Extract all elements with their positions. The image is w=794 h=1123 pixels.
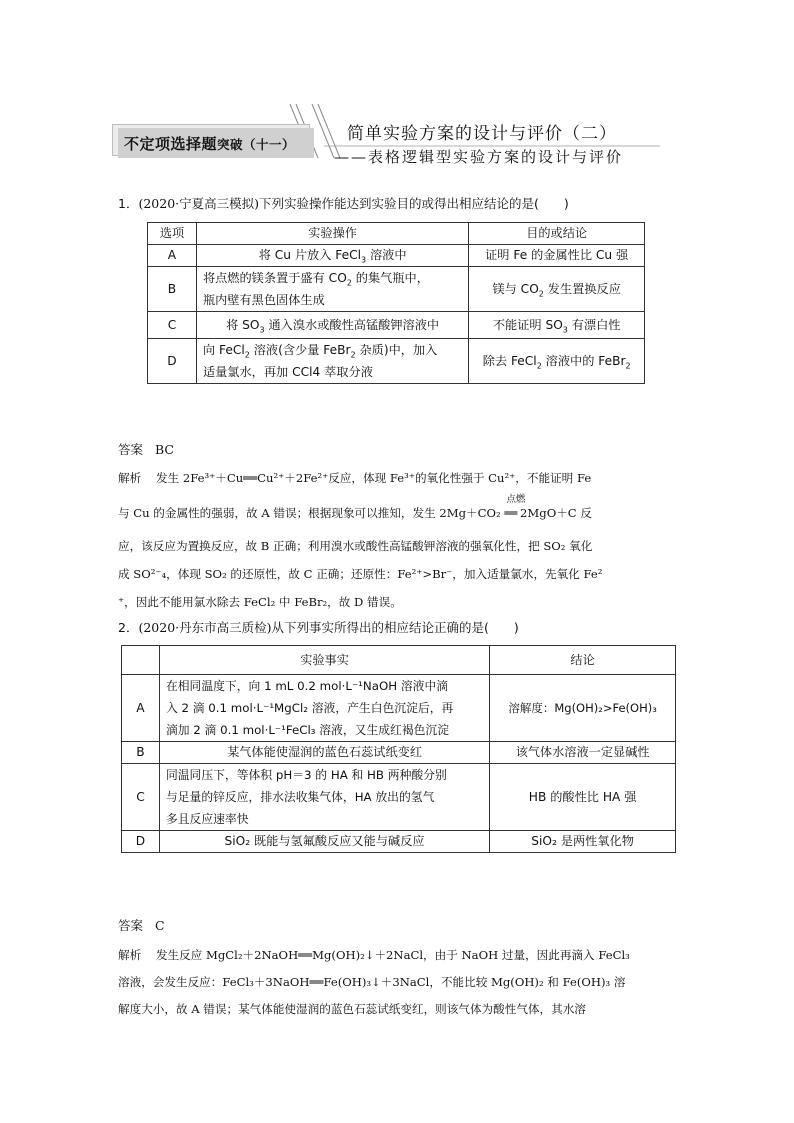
q2-source: (2020·丹东市高三质检): [138, 620, 272, 635]
fact-cell: 同温同压下，等体积 pH＝3 的 HA 和 HB 两种酸分别 与足量的锌反应，排水法收集气体，HA 放出的氢气 多且反应速率快: [159, 764, 489, 831]
conclusion-cell: SiO₂ 是两性氧化物: [490, 831, 676, 853]
q2-stem: [118, 620, 519, 636]
q1-table: [147, 222, 645, 384]
table-row: [122, 742, 676, 764]
conclusion-cell: HB 的酸性比 HA 强: [490, 764, 676, 831]
q1-source: (2020·宁夏高三模拟): [138, 196, 259, 211]
q2-text: 从下列事实所得出的相应结论正确的是( ): [271, 620, 519, 635]
option-cell: C: [122, 764, 160, 831]
reaction-condition: 点燃 ══: [504, 494, 526, 520]
q2-explanation-line: 解度大小，故 A 错误；某气体能使湿润的蓝色石蕊试纸变红，则该气体为酸性气体，其水溶: [118, 1002, 586, 1016]
q1-number: 1．: [118, 196, 139, 211]
q2-number: 2．: [118, 620, 139, 635]
table-header-row: [122, 646, 676, 675]
table-header-row: [148, 223, 645, 245]
table-row: [122, 831, 676, 853]
q2-explanation-line: 溶液，会发生反应：FeCl₃＋3NaOH══Fe(OH)₃↓＋3NaCl，不能比较 Mg(OH)₂ 和 Fe(OH)₃ 溶: [118, 975, 626, 989]
badge-main: 不定项选择题: [124, 135, 218, 153]
operation-cell: 将 Cu 片放入 FeCl$_3$ 溶液中: [196, 245, 468, 267]
explanation-label: 解析: [118, 471, 142, 485]
header-badge-text: [124, 133, 295, 154]
explanation-label: 解析: [118, 948, 142, 962]
option-cell: B: [148, 267, 197, 312]
q2-explanation-line: 解析 发生反应 MgCl₂＋2NaOH══Mg(OH)₂↓＋2NaCl，由于 NaOH 过量，因此再滴入 FeCl₃: [118, 948, 630, 962]
q1-explanation-line: 解析 发生 2Fe³⁺＋Cu══Cu²⁺＋2Fe²⁺反应，体现 Fe³⁺的氧化性强于 Cu²⁺，不能证明 Fe: [118, 471, 592, 485]
fact-cell: SiO₂ 既能与氢氟酸反应又能与碱反应: [159, 831, 489, 853]
operation-cell: 向 FeCl$_2$ 溶液(含少量 FeBr$_2$ 杂质)中，加入 适量氯水，再加 CCl4 萃取分液: [196, 339, 468, 384]
conclusion-cell: 该气体水溶液一定显碱性: [490, 742, 676, 764]
answer-value: BC: [154, 442, 174, 457]
q1-stem: [118, 196, 569, 212]
table-row: [122, 764, 676, 831]
page-title: 简单实验方案的设计与评价（二）: [347, 124, 617, 144]
q1-explanation-line: ⁺，因此不能用氯水除去 FeCl₂ 中 FeBr₂，故 D 错误。: [118, 595, 402, 609]
answer-value: C: [154, 918, 165, 933]
result-cell: 除去 FeCl$_2$ 溶液中的 FeBr$_2$: [469, 339, 645, 384]
col-header: [122, 646, 160, 675]
option-cell: A: [148, 245, 197, 267]
fact-cell: 在相同温度下，向 1 mL 0.2 mol·L⁻¹NaOH 溶液中滴 入 2 滴 0.1 mol·L⁻¹MgCl₂ 溶液，产生白色沉淀后，再 滴加 2 滴 0.1 mol·L⁻¹FeCl₃ 溶液，又生成红褐色沉淀: [159, 675, 489, 742]
col-header: 实验操作: [196, 223, 468, 245]
table-row: [122, 675, 676, 742]
q1-explanation-line: 应，该反应为置换反应，故 B 正确；利用溴水或酸性高锰酸钾溶液的强氧化性，把 SO₂ 氧化: [118, 539, 593, 553]
q2-table: [121, 645, 676, 853]
fact-cell: 某气体能使湿润的蓝色石蕊试纸变红: [159, 742, 489, 764]
answer-label: 答案: [118, 442, 144, 457]
badge-small: 突破（十一）: [217, 137, 296, 152]
col-header: 选项: [148, 223, 197, 245]
header-decoration: [0, 0, 794, 200]
answer-label: 答案: [118, 918, 144, 933]
option-cell: B: [122, 742, 160, 764]
q1-explanation-line: 与 Cu 的金属性的强弱，故 A 错误；根据现象可以推知，发生 2Mg＋CO₂ 点燃 ══ 2MgO＋C 反: [118, 494, 592, 520]
operation-cell: 将点燃的镁条置于盛有 $CO_2$ 的集气瓶中， 瓶内壁有黑色固体生成: [196, 267, 468, 312]
result-cell: 镁与 $CO_2$ 发生置换反应: [469, 267, 645, 312]
result-cell: 证明 Fe 的金属性比 Cu 强: [469, 245, 645, 267]
q1-text: 下列实验操作能达到实验目的或得出相应结论的是( ): [259, 196, 569, 211]
col-header: 结论: [490, 646, 676, 675]
table-row: [148, 312, 645, 339]
option-cell: A: [122, 675, 160, 742]
q1-explanation-line: 成 SO²⁻₄，体现 SO₂ 的还原性，故 C 正确；还原性：Fe²⁺>Br⁻，加入适量氯水，先氧化 Fe²: [118, 567, 603, 581]
table-row: [148, 339, 645, 384]
q1-answer: [118, 442, 174, 458]
table-row: [148, 267, 645, 312]
col-header: 目的或结论: [469, 223, 645, 245]
result-cell: 不能证明 $SO_3$ 有漂白性: [469, 312, 645, 339]
q2-answer: [118, 918, 165, 934]
page-subtitle: ——表格逻辑型实验方案的设计与评价: [334, 148, 624, 166]
conclusion-cell: 溶解度：Mg(OH)₂>Fe(OH)₃: [490, 675, 676, 742]
table-row: [148, 245, 645, 267]
col-header: 实验事实: [159, 646, 489, 675]
operation-cell: 将 $SO_3$ 通入溴水或酸性高锰酸钾溶液中: [196, 312, 468, 339]
option-cell: C: [148, 312, 197, 339]
option-cell: D: [148, 339, 197, 384]
option-cell: D: [122, 831, 160, 853]
